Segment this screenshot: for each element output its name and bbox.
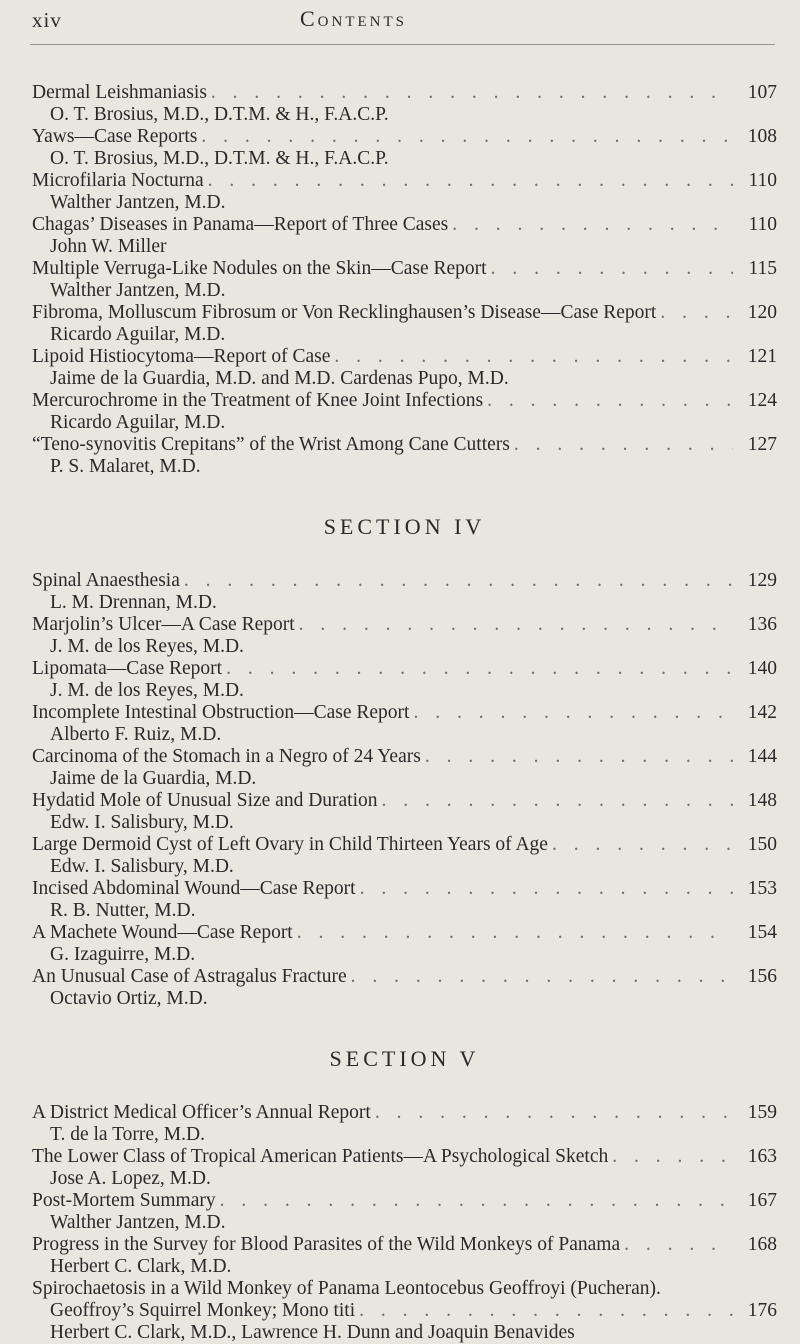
entry-page-number: 121 (747, 346, 777, 367)
entry-title: A Machete Wound—Case Report (32, 922, 293, 943)
section-iv-entries (32, 570, 777, 1010)
toc-entry (32, 834, 777, 878)
toc-entry (32, 258, 777, 302)
toc-entry (32, 790, 777, 834)
entry-title-row (32, 434, 777, 456)
entry-subtitle: Geoffroy’s Squirrel Monkey; Mono titi (50, 1300, 356, 1321)
entry-title-row (32, 658, 777, 680)
entry-title: Incised Abdominal Wound—Case Report (32, 878, 356, 899)
entry-author: J. M. de los Reyes, M.D. (50, 680, 244, 701)
entry-page-number: 148 (747, 790, 777, 811)
entry-page-number: 129 (747, 570, 777, 591)
entry-title-row (32, 1146, 777, 1168)
entry-page-number: 159 (747, 1102, 777, 1123)
entry-page-number: 110 (748, 214, 777, 235)
entry-title-row (32, 790, 777, 812)
entry-author: Jaime de la Guardia, M.D. and M.D. Cardenas Pupo, M.D. (50, 368, 509, 389)
entry-page-number: 163 (747, 1146, 777, 1167)
dot-leader (448, 214, 733, 236)
entry-author: Edw. I. Salisbury, M.D. (50, 812, 234, 833)
entry-page-number: 124 (747, 390, 777, 411)
dot-leader (204, 170, 733, 192)
toc-entry (32, 302, 777, 346)
dot-leader (510, 434, 733, 456)
dot-leader (197, 126, 733, 148)
dot-leader (330, 346, 733, 368)
toc-entry (32, 570, 777, 614)
entry-title-row (32, 570, 777, 592)
entry-title: Fibroma, Molluscum Fibrosum or Von Recklinghausen’s Disease—Case Report (32, 302, 657, 323)
entry-author: Jose A. Lopez, M.D. (50, 1168, 211, 1189)
entry-title-row (32, 390, 777, 412)
entry-title-row (32, 170, 777, 192)
toc-entry (32, 1146, 777, 1190)
entry-page-number: 136 (747, 614, 777, 635)
entry-title-row (32, 1190, 777, 1212)
entry-title: Marjolin’s Ulcer—A Case Report (32, 614, 295, 635)
dot-leader (293, 922, 733, 944)
entry-author: Ricardo Aguilar, M.D. (50, 412, 226, 433)
entry-title: Large Dermoid Cyst of Left Ovary in Child Thirteen Years of Age (32, 834, 548, 855)
dot-leader (355, 1300, 733, 1322)
toc-entry (32, 214, 777, 258)
entry-title: Hydatid Mole of Unusual Size and Duration (32, 790, 378, 811)
entry-author: Edw. I. Salisbury, M.D. (50, 856, 234, 877)
running-head: Contents (300, 6, 408, 31)
entry-title-row (32, 878, 777, 900)
entry-title-row (32, 214, 777, 236)
entry-page-number: 176 (747, 1300, 777, 1321)
entry-author: O. T. Brosius, M.D., D.T.M. & H., F.A.C.P. (50, 148, 389, 169)
entry-title: Yaws—Case Reports (32, 126, 198, 147)
page-number: xiv (32, 8, 62, 32)
entry-page-number: 108 (747, 126, 777, 147)
entry-title-row (32, 1234, 777, 1256)
toc-entry (32, 702, 777, 746)
toc-entry (32, 922, 777, 966)
entry-title-row (32, 966, 777, 988)
entry-page-number: 120 (747, 302, 777, 323)
entry-author: Herbert C. Clark, M.D., Lawrence H. Dunn and Joaquin Benavides (50, 1322, 575, 1343)
entry-title-row (32, 614, 777, 636)
entry-author: T. de la Torre, M.D. (50, 1124, 205, 1145)
section-v-entries (32, 1102, 777, 1278)
entry-author: Alberto F. Ruiz, M.D. (50, 724, 222, 745)
entry-page-number: 167 (747, 1190, 777, 1211)
entry-page-number: 115 (748, 258, 777, 279)
entry-title: Chagas’ Diseases in Panama—Report of Three Cases (32, 214, 449, 235)
section-heading-v: SECTION V (329, 1046, 480, 1071)
dot-leader (356, 878, 733, 900)
entry-author: Octavio Ortiz, M.D. (50, 988, 208, 1009)
toc-entry-last (32, 1278, 777, 1344)
entry-author: L. M. Drennan, M.D. (50, 592, 217, 613)
entry-title-row (32, 1278, 777, 1300)
entry-page-number: 142 (747, 702, 777, 723)
section-heading-iv: SECTION IV (323, 514, 486, 539)
entry-title-row (32, 702, 777, 724)
entry-title-row (32, 126, 777, 148)
entry-title: The Lower Class of Tropical American Patients—A Psychological Sketch (32, 1146, 609, 1167)
entry-title: Lipoid Histiocytoma—Report of Case (32, 346, 331, 367)
entry-page-number: 110 (748, 170, 777, 191)
page-header (0, 0, 800, 50)
entry-title: Multiple Verruga-Like Nodules on the Skin—Case Report (32, 258, 487, 279)
toc-entry (32, 1234, 777, 1278)
entry-page-number: 150 (747, 834, 777, 855)
entry-title-row (32, 258, 777, 280)
entry-page-number: 156 (747, 966, 777, 987)
dot-leader (483, 390, 733, 412)
dot-leader (347, 966, 733, 988)
dot-leader (656, 302, 733, 324)
dot-leader (180, 570, 733, 592)
entry-page-number: 153 (747, 878, 777, 899)
entry-page-number: 168 (747, 1234, 777, 1255)
toc-entry (32, 614, 777, 658)
entry-page-number: 107 (747, 82, 777, 103)
entries-top (32, 82, 777, 478)
entry-title-row (32, 346, 777, 368)
entry-author: Ricardo Aguilar, M.D. (50, 324, 226, 345)
dot-leader (378, 790, 733, 812)
entry-page-number: 140 (747, 658, 777, 679)
dot-leader (207, 82, 733, 104)
entry-author: Jaime de la Guardia, M.D. (50, 768, 257, 789)
entry-author: Walther Jantzen, M.D. (50, 1212, 226, 1233)
toc-entry (32, 658, 777, 702)
toc-entry (32, 1190, 777, 1234)
entry-title-row (32, 1102, 777, 1124)
entry-title-row (32, 302, 777, 324)
entry-title: Spinal Anaesthesia (32, 570, 180, 591)
header-rule (30, 44, 775, 45)
entry-title: Carcinoma of the Stomach in a Negro of 24 Years (32, 746, 421, 767)
dot-leader (548, 834, 733, 856)
toc-entry (32, 346, 777, 390)
entry-author: Herbert C. Clark, M.D. (50, 1256, 232, 1277)
toc-entry (32, 1102, 777, 1146)
entry-title: Lipomata—Case Report (32, 658, 223, 679)
entry-title: An Unusual Case of Astragalus Fracture (32, 966, 347, 987)
dot-leader (295, 614, 733, 636)
dot-leader (608, 1146, 733, 1168)
dot-leader (409, 702, 733, 724)
entry-author: Walther Jantzen, M.D. (50, 192, 226, 213)
entry-author: John W. Miller (50, 236, 167, 257)
entry-author: P. S. Malaret, M.D. (50, 456, 201, 477)
entry-title: Mercurochrome in the Treatment of Knee Joint Infections (32, 390, 484, 411)
toc-entry (32, 746, 777, 790)
toc-entry (32, 434, 777, 478)
toc-entry (32, 82, 777, 126)
entry-title-row (32, 834, 777, 856)
entry-title: Progress in the Survey for Blood Parasites of the Wild Monkeys of Panama (32, 1234, 621, 1255)
entry-title: Spirochaetosis in a Wild Monkey of Panama Leontocebus Geoffroyi (Pucheran). (32, 1278, 661, 1299)
dot-leader (371, 1102, 733, 1124)
entry-title: Microfilaria Nocturna (32, 170, 204, 191)
entry-title: Incomplete Intestinal Obstruction—Case Report (32, 702, 410, 723)
dot-leader (222, 658, 733, 680)
entry-page-number: 154 (747, 922, 777, 943)
entry-page-number: 127 (747, 434, 777, 455)
entry-author: J. M. de los Reyes, M.D. (50, 636, 244, 657)
entry-title-row (32, 82, 777, 104)
toc-entry (32, 966, 777, 1010)
entry-author: R. B. Nutter, M.D. (50, 900, 196, 921)
entry-title-row (32, 922, 777, 944)
toc-entry (32, 390, 777, 434)
dot-leader (421, 746, 733, 768)
dot-leader (620, 1234, 733, 1256)
table-of-contents (32, 82, 777, 1344)
toc-entry (32, 126, 777, 170)
entry-author: O. T. Brosius, M.D., D.T.M. & H., F.A.C.P. (50, 104, 389, 125)
toc-entry (32, 170, 777, 214)
entry-author: Walther Jantzen, M.D. (50, 280, 226, 301)
entry-title: Dermal Leishmaniasis (32, 82, 207, 103)
entry-title: “Teno-synovitis Crepitans” of the Wrist Among Cane Cutters (32, 434, 510, 455)
entry-title: Post-Mortem Summary (32, 1190, 216, 1211)
dot-leader (487, 258, 733, 280)
entry-author: G. Izaguirre, M.D. (50, 944, 196, 965)
entry-title: A District Medical Officer’s Annual Report (32, 1102, 371, 1123)
entry-title-row (32, 746, 777, 768)
dot-leader (216, 1190, 733, 1212)
entry-page-number: 144 (747, 746, 777, 767)
entry-subtitle-row (32, 1300, 777, 1322)
toc-entry (32, 878, 777, 922)
